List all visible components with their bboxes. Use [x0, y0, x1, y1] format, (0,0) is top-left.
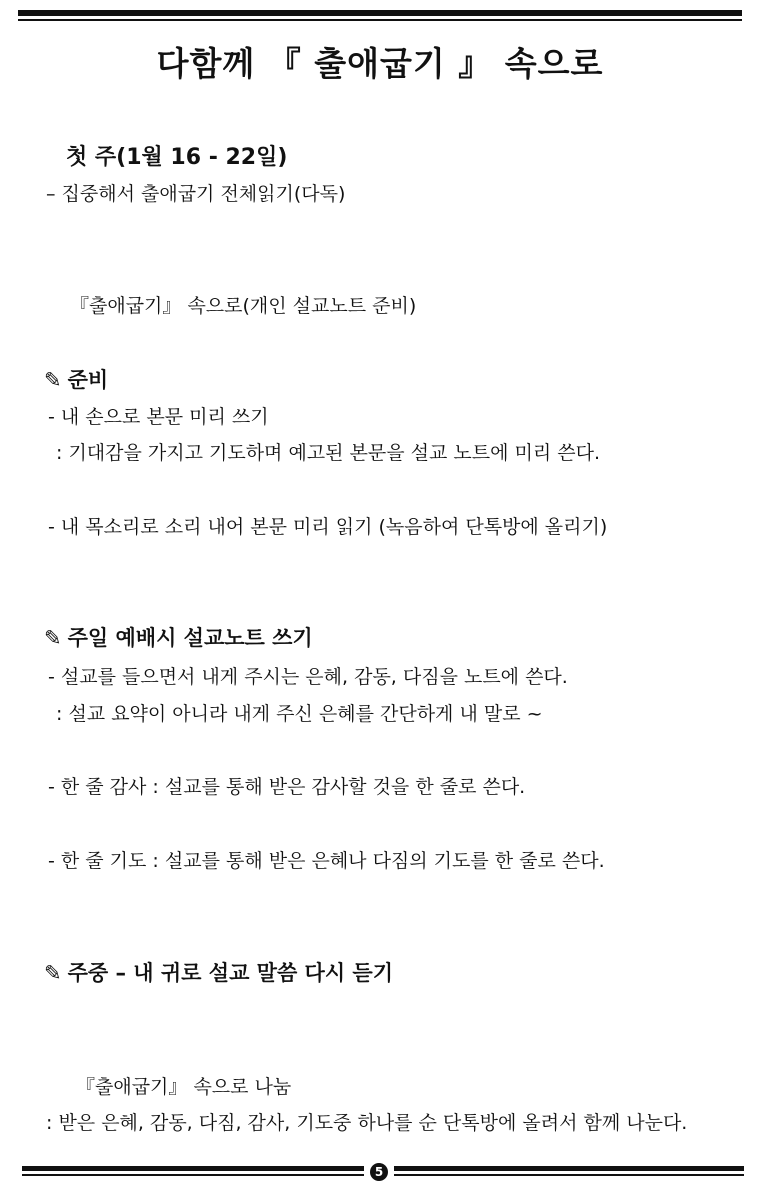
week-heading: 첫 주(1월 16 - 22일) — [66, 145, 288, 170]
sharing-detail: : 받은 은혜, 감동, 다짐, 감사, 기도중 하나를 순 단톡방에 올려서 함께 나눈다. — [46, 1112, 688, 1134]
top-rule-thick — [18, 10, 742, 16]
prepare-item-1: - 내 손으로 본문 미리 쓰기 — [48, 406, 269, 428]
intro-line: 『출애굽기』 속으로(개인 설교노트 준비) — [70, 295, 417, 317]
section-sunday-title: 주일 예배시 설교노트 쓰기 — [67, 626, 313, 650]
pencil-icon: ✎ — [44, 626, 62, 650]
pencil-icon: ✎ — [44, 368, 62, 392]
pencil-icon: ✎ — [44, 961, 62, 985]
sharing-heading: 『출애굽기』 속으로 나눔 — [76, 1076, 292, 1098]
sunday-item-1: - 설교를 들으면서 내게 주시는 은혜, 감동, 다짐을 노트에 쓴다. — [48, 666, 568, 688]
footer-rule-left-thin — [22, 1174, 364, 1176]
sunday-item-2: - 한 줄 감사 : 설교를 통해 받은 감사할 것을 한 줄로 쓴다. — [48, 776, 526, 798]
section-weekday-heading — [44, 957, 393, 987]
footer-rule-right-thin — [394, 1174, 744, 1176]
prepare-item-1-detail: : 기대감을 가지고 기도하며 예고된 본문을 설교 노트에 미리 쓴다. — [56, 442, 601, 464]
sunday-item-1-detail: : 설교 요약이 아니라 내게 주신 은혜를 간단하게 내 말로 ~ — [56, 703, 543, 725]
section-prepare-title: 준비 — [67, 368, 109, 392]
week-task: – 집중해서 출애굽기 전체읽기(다독) — [46, 183, 346, 205]
page-number-badge: 5 — [370, 1163, 388, 1181]
footer-rule-left-thick — [22, 1166, 364, 1171]
section-weekday-title: 주중 – 내 귀로 설교 말씀 다시 듣기 — [67, 961, 394, 985]
footer-rule-right-thick — [394, 1166, 744, 1171]
sunday-item-3: - 한 줄 기도 : 설교를 통해 받은 은혜나 다짐의 기도를 한 줄로 쓴다. — [48, 850, 605, 872]
section-prepare-heading — [44, 364, 108, 394]
page-title: 다함께 『 출애굽기 』 속으로 — [156, 44, 604, 83]
top-rule-thin — [18, 19, 742, 21]
section-sunday-heading — [44, 622, 313, 652]
prepare-item-2: - 내 목소리로 소리 내어 본문 미리 읽기 (녹음하여 단톡방에 올리기) — [48, 516, 608, 538]
